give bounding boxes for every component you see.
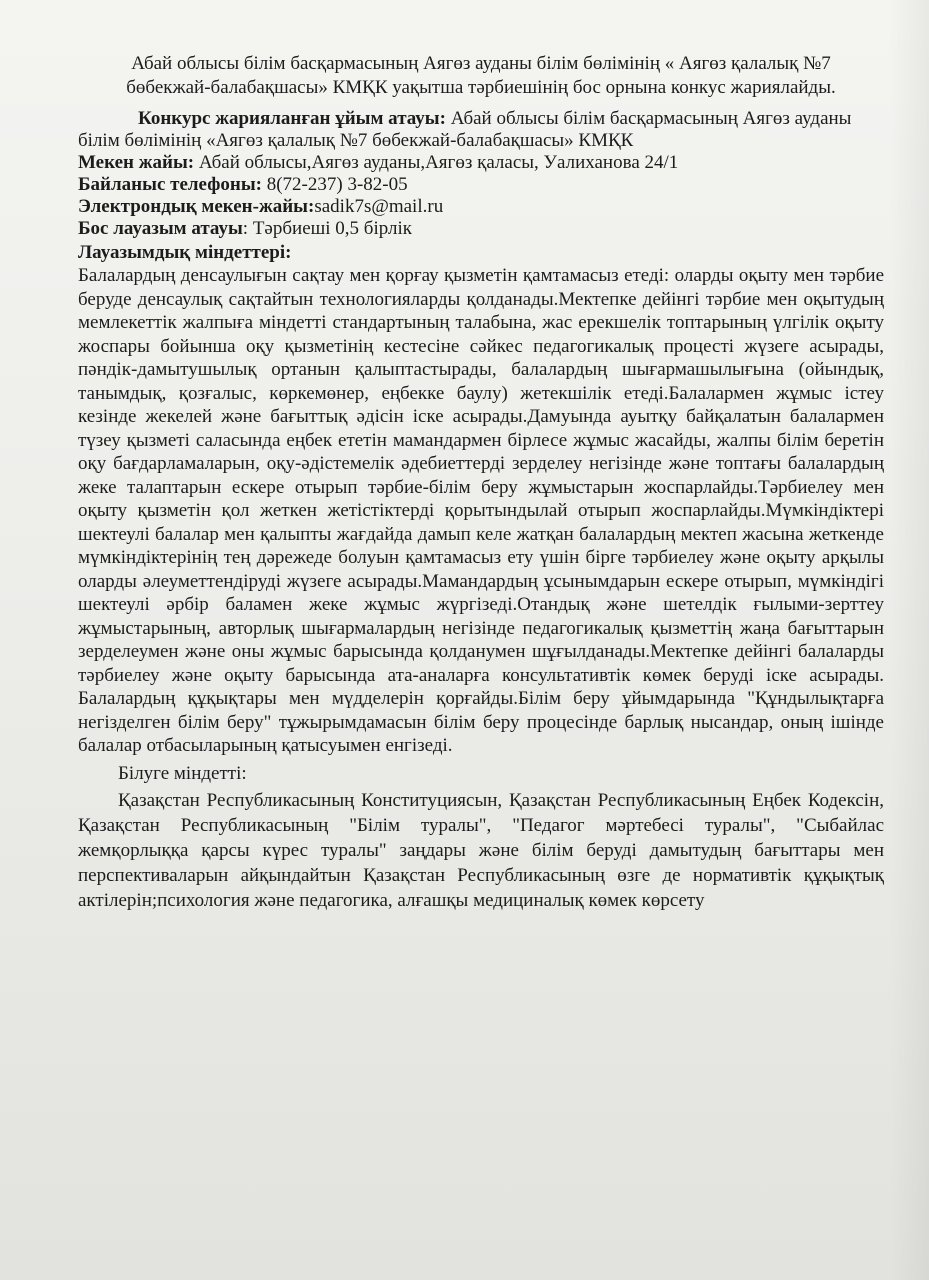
knowledge-heading: Білуге міндетті: [118,762,247,784]
email-field [78,196,884,218]
org-name-value: Абай облысы білім басқармасының Аягөз ауданы білім бөлімінің «Аягөз қалалық №7 бөбекжай-балабақшасы» КМҚК [78,108,852,151]
document-content [78,52,884,913]
vacancy-value: : Тәрбиеші 0,5 бірлік [242,218,412,239]
duties-heading: Лауазымдық міндеттері: [78,242,292,263]
document-heading: Абай облысы білім басқармасының Аягөз ауданы білім бөлімінің « Аягөз қалалық №7 бөбекжай-балабақшасы» КМҚК уақытша тәрбиешінің бос орнына конкус жариялайды. [126,53,836,98]
vacancy-label: Бос лауазым атауы [78,218,243,239]
vacancy-field [78,218,884,240]
phone-label: Байланыс телефоны: [78,174,262,195]
duties-paragraph: Балалардың денсаулығын сақтау мен қорғау қызметін қамтамасыз етеді: оларды оқыту мен тәрбие беруде денсаулық сақтайтын технологияларды қолданады.Мектепке дейінгі тәрбие мен оқытудың мемлекеттік жалпыға міндетті стандартының талабына, жас ерекшелік топтарының үлгілік оқыту жоспары бойынша оқу қызметінің кестесіне сәйкес педагогикалық процесті жүзеге асырады, пәндік-дамытушылық ортанын қалыптастырады, балалардың шығармашылығына (ойындық, танымдық, қозғалыс, көркемөнер, еңбекке баулу) жетекшілік етеді.Балалармен жұмыс істеу кезінде жекелей және бағыттық әдісін іске асырады.Дамуында ауытқу байқалатын балалармен түзеу қызметі саласында еңбек ететін мамандармен бірлесе жұмыс жасайды, жалпы білім беретін оқу бағдарламаларын, оқу-әдістемелік әдебиеттерді зерделеу негізінде және топтағы балалардың жеке талаптарын ескере отырып тәрбие-білім беру жұмыстарын жоспарлайды.Тәрбиелеу мен оқыту қызметін қол жеткен жетістіктерді қорытындылай отырып жоспарлайды.Мүмкіндіктері шектеулі балалар мен қалыпты жағдайда дамып келе жатқан балалардың мектеп жасына жеткенде мүмкіндіктерінің тең дәрежеде болуын қамтамасыз ету үшін бірге тәрбиелеу және оқыту арқылы оларды әлеуметтендіруді жүзеге асырады.Мамандардың ұсынымдарын ескере отырып, мүмкіндігі шектеулі әрбір баламен жеке жұмыс жүргізеді.Отандық және шетелдік ғылыми-зерттеу жұмыстарының, авторлық шығармалардың негізінде педагогикалық қызметтің жаңа бағыттарын зерделеумен және оны жұмыс барысында қолданумен шұғылданады.Мектепке дейінгі балаларды тәрбиелеу және оқыту барысында ата-аналарға консультативтік көмек беруді іске асырады. Балалардың құқықтары мен мүдделерін қорғайды.Білім беру ұйымдарында "Құндылықтарға негізделген білім беру" тұжырымдамасын білім беру процесінде барлық нысандар, оның ішінде балалар отбасыларының қатысуымен енгізеді. [78,265,884,756]
knowledge-paragraph: Қазақстан Республикасының Конституциясын, Қазақстан Республикасының Еңбек Кодексін, Қазақстан Республикасының "Білім туралы", "Педагог мәртебесі туралы", "Сыбайлас жемқорлыққа қарсы күрес туралы" заңдары және білім беруді дамытудың бағыттары мен перспективаларын айқындайтын Қазақстан Республикасының өзге де нормативтік құқықтық актілерін;психология және педагогика, алғашқы медициналық көмек көрсету [78,789,884,911]
email-value: sadik7s@mail.ru [314,196,444,217]
org-name-label: Конкурс жарияланған ұйым атауы: [138,108,446,129]
email-label: Электрондық мекен-жайы: [78,196,315,217]
phone-field [78,174,884,196]
address-field [78,152,884,174]
org-name-field [78,108,884,152]
page-shadow [889,0,929,1280]
address-value: Абай облысы,Аягөз ауданы,Аягөз қаласы, Уалиханова 24/1 [194,152,679,173]
address-label: Мекен жайы: [78,152,195,173]
phone-value: 8(72-237) 3-82-05 [261,174,408,195]
